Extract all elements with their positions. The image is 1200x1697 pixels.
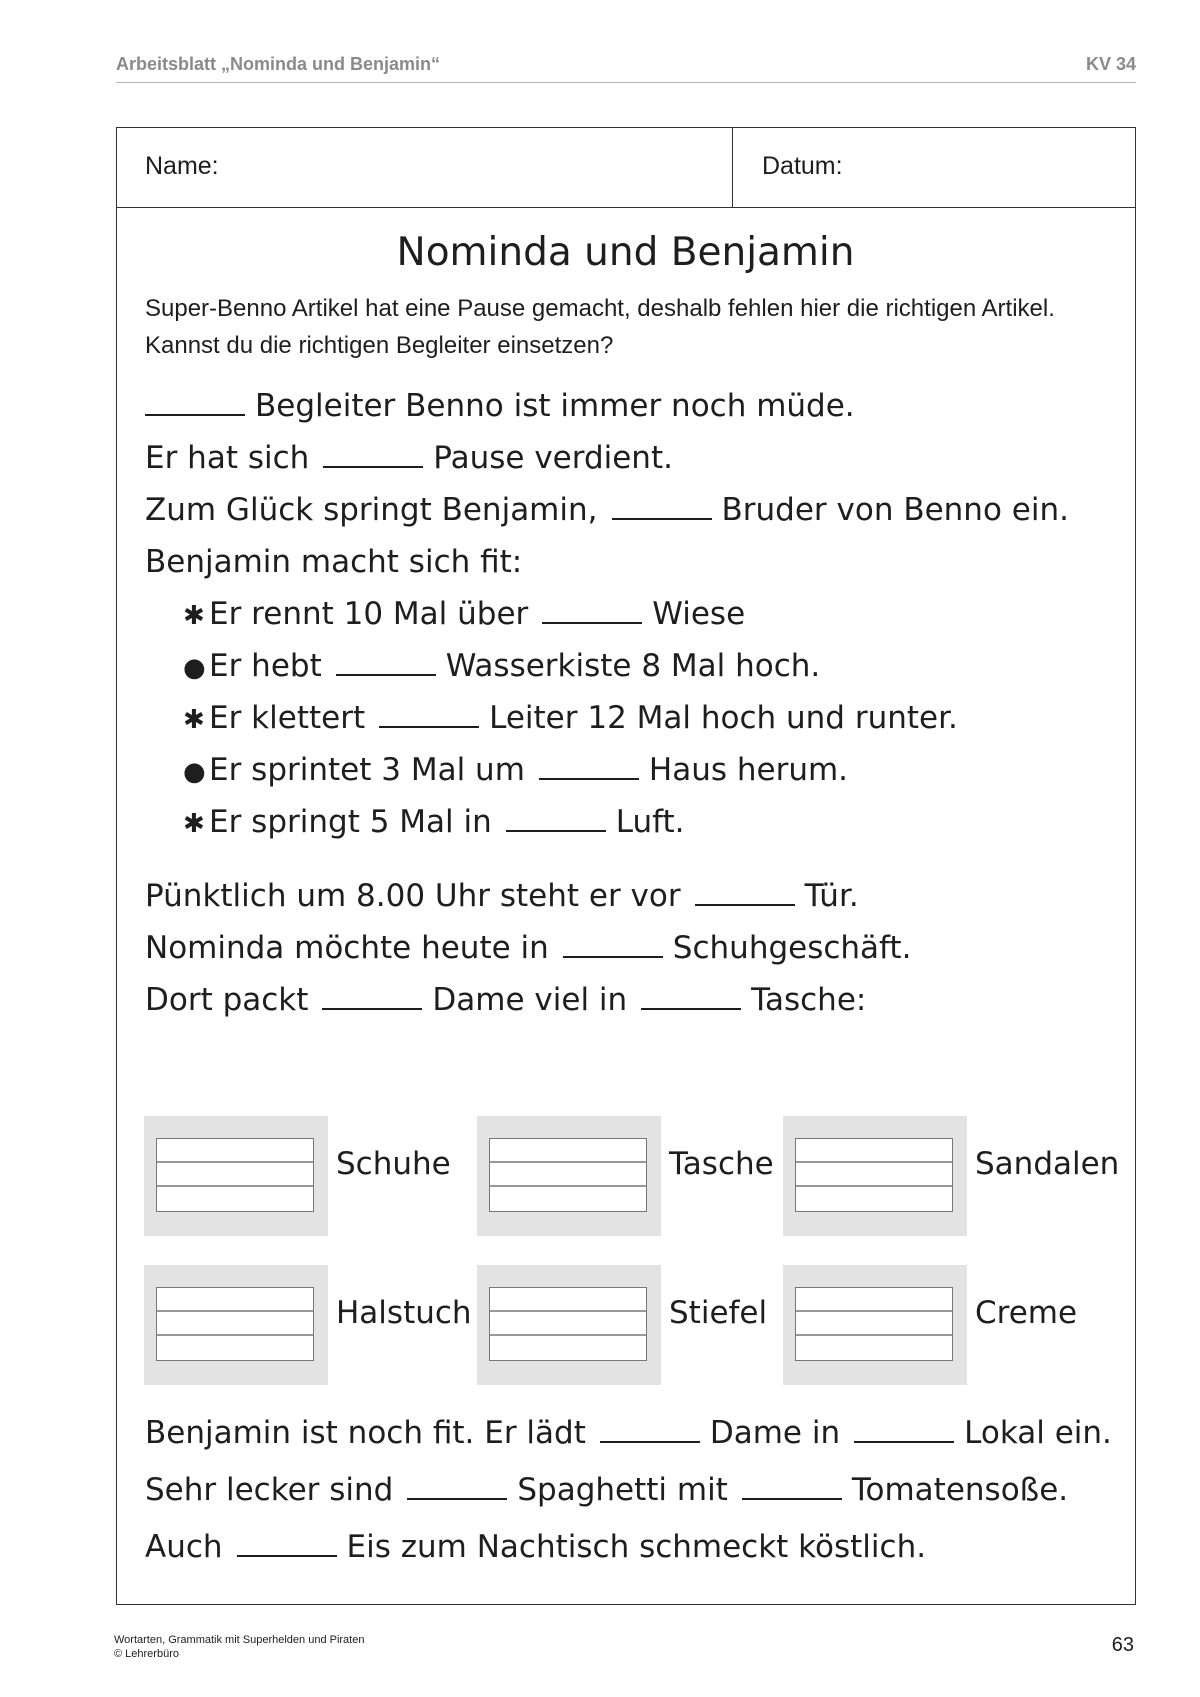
sentence-text: Haus herum.	[648, 752, 849, 788]
sentence-text: Dort packt	[145, 982, 309, 1018]
article-write-box[interactable]	[144, 1265, 328, 1385]
article-write-box[interactable]	[477, 1265, 661, 1385]
article-write-box[interactable]	[783, 1265, 967, 1385]
sentence-text: Er hebt	[209, 648, 322, 684]
star-bullet-icon: ✱	[183, 809, 205, 839]
sentence-line	[145, 930, 911, 966]
sentence-line	[145, 1472, 1068, 1508]
sentence-text: Er hat sich	[145, 440, 310, 476]
sentence-text: Tomatensoße.	[851, 1472, 1069, 1508]
sentence-text: Spaghetti mit	[517, 1472, 728, 1508]
answer-blank[interactable]	[600, 1441, 700, 1443]
exercise-list-item	[183, 752, 848, 788]
word-label: Tasche	[669, 1146, 774, 1182]
sentence-line	[145, 1529, 926, 1565]
sentence-text: Er springt 5 Mal in	[209, 804, 492, 840]
answer-blank[interactable]	[563, 956, 663, 958]
dot-bullet-icon: ●	[183, 653, 206, 683]
sentence-text: Tasche:	[751, 982, 867, 1018]
sentence-text: Dame in	[709, 1415, 841, 1451]
name-field[interactable]	[117, 128, 733, 207]
sentence-line	[145, 492, 1069, 528]
sentence-line	[145, 982, 866, 1018]
star-bullet-icon: ✱	[183, 705, 205, 735]
answer-blank[interactable]	[612, 518, 712, 520]
worksheet-instructions: Super-Benno Artikel hat eine Pause gemacht, deshalb fehlen hier die richtigen Artikel. Kannst du die richtigen Begleiter einsetzen?	[145, 295, 1055, 359]
word-label: Creme	[975, 1295, 1078, 1331]
word-label: Stiefel	[669, 1295, 768, 1331]
answer-blank[interactable]	[145, 414, 245, 416]
name-label: Name:	[145, 152, 219, 180]
copyright: © Lehrerbüro	[114, 1648, 179, 1660]
sentence-text: Bruder von Benno ein.	[721, 492, 1069, 528]
star-bullet-icon: ✱	[183, 601, 205, 631]
word-label: Schuhe	[336, 1146, 451, 1182]
sentence-text: Begleiter Benno ist immer noch müde.	[255, 388, 855, 424]
answer-blank[interactable]	[379, 726, 479, 728]
answer-blank[interactable]	[742, 1498, 842, 1500]
answer-blank[interactable]	[237, 1555, 337, 1557]
sentence-text: Er klettert	[209, 700, 366, 736]
article-write-box[interactable]	[477, 1116, 661, 1236]
answer-blank[interactable]	[322, 1008, 422, 1010]
answer-blank[interactable]	[506, 830, 606, 832]
answer-blank[interactable]	[641, 1008, 741, 1010]
answer-blank[interactable]	[854, 1441, 954, 1443]
exercise-list-item	[183, 648, 820, 684]
exercise-list-item	[183, 596, 745, 632]
sentence-text: Luft.	[615, 804, 685, 840]
exercise-list-item	[183, 700, 958, 736]
sentence-line	[145, 1415, 1112, 1451]
sentence-line	[145, 388, 855, 424]
sentence-text: Zum Glück springt Benjamin,	[145, 492, 598, 528]
sentence-text: Er sprintet 3 Mal um	[209, 752, 525, 788]
sentence-text: Lokal ein.	[964, 1415, 1112, 1451]
sentence-text: Wiese	[652, 596, 746, 632]
sentence-text: Benjamin ist noch fit. Er lädt	[145, 1415, 586, 1451]
word-label: Halstuch	[336, 1295, 472, 1331]
sentence-text: Leiter 12 Mal hoch und runter.	[489, 700, 958, 736]
word-label: Sandalen	[975, 1146, 1120, 1182]
page-header	[116, 52, 1136, 83]
article-write-box[interactable]	[783, 1116, 967, 1236]
sentence-text: Er rennt 10 Mal über	[209, 596, 529, 632]
article-write-box[interactable]	[144, 1116, 328, 1236]
sentence-text: Sehr lecker sind	[145, 1472, 394, 1508]
sentence-text: Auch	[145, 1529, 223, 1565]
sentence-text: Nominda möchte heute in	[145, 930, 549, 966]
sentence-text: Schuhgeschäft.	[672, 930, 912, 966]
sentence-text: Pünktlich um 8.00 Uhr steht er vor	[145, 878, 681, 914]
worksheet-title: Nominda und Benjamin	[396, 230, 855, 275]
dot-bullet-icon: ●	[183, 757, 206, 787]
answer-blank[interactable]	[407, 1498, 507, 1500]
worksheet-header-title: Arbeitsblatt „Nominda und Benjamin“	[116, 54, 441, 74]
sentence-text: Benjamin macht sich fit:	[145, 544, 523, 580]
sentence-text: Dame viel in	[432, 982, 628, 1018]
page-number: 63	[1111, 1634, 1134, 1656]
sentence-line	[145, 544, 522, 580]
sentence-line	[145, 440, 673, 476]
answer-blank[interactable]	[336, 674, 436, 676]
footer-source	[114, 1633, 364, 1661]
sentence-text: Wasserkiste 8 Mal hoch.	[445, 648, 821, 684]
sentence-text: Eis zum Nachtisch schmeckt köstlich.	[346, 1529, 927, 1565]
answer-blank[interactable]	[539, 778, 639, 780]
sentence-text: Pause verdient.	[433, 440, 673, 476]
sentence-line	[145, 878, 859, 914]
answer-blank[interactable]	[695, 904, 795, 906]
worksheet-code: KV 34	[1085, 54, 1136, 74]
book-title: Wortarten, Grammatik mit Superhelden und Piraten	[114, 1634, 365, 1646]
sentence-text: Tür.	[804, 878, 859, 914]
worksheet-frame	[116, 127, 1136, 1605]
answer-blank[interactable]	[323, 466, 423, 468]
date-label: Datum:	[762, 152, 843, 180]
exercise-list-item	[183, 804, 685, 840]
name-date-row	[117, 128, 1135, 208]
answer-blank[interactable]	[542, 622, 642, 624]
